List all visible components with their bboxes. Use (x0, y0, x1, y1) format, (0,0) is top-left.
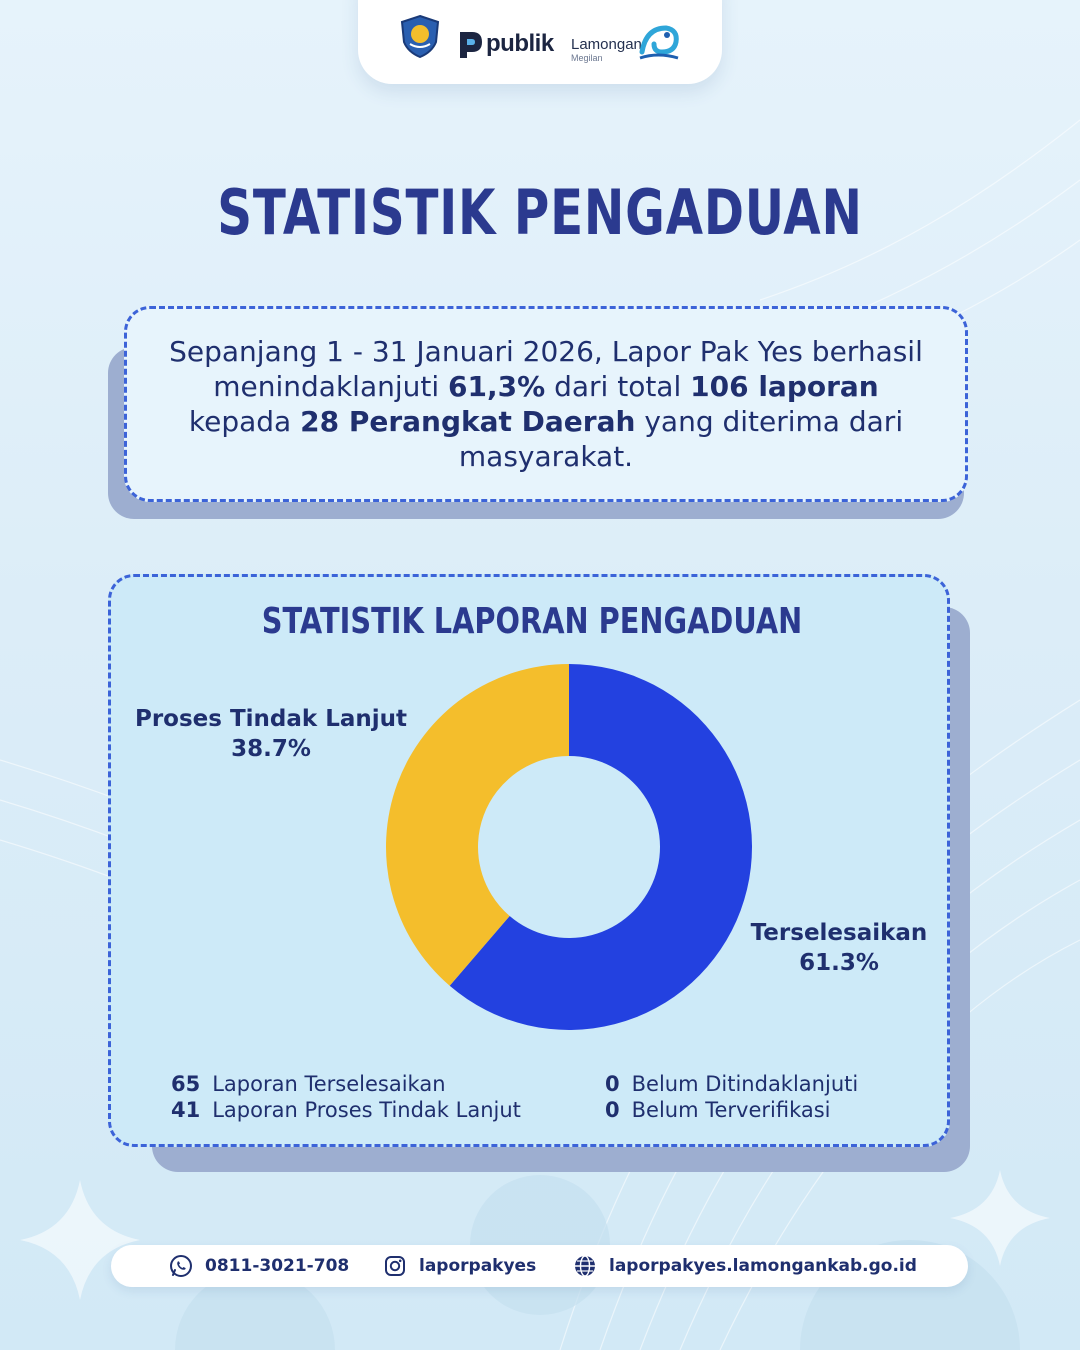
stat-item (605, 1097, 831, 1123)
contact-phone[interactable] (169, 1245, 349, 1287)
summary-text-part: kepada (188, 405, 301, 438)
globe-icon (573, 1254, 597, 1278)
lamongan-logo-text: Lamongan (571, 36, 642, 53)
lamongan-wave-icon (636, 22, 682, 62)
header-logo-bar (358, 0, 722, 84)
summary-text-part: dari total (545, 370, 691, 403)
stat-label: Laporan Terselesaikan (212, 1072, 446, 1096)
slice-percent: 61.3% (799, 950, 879, 976)
stat-label: Belum Ditindaklanjuti (631, 1072, 859, 1096)
summary-text-part: yang diterima dari masyarakat. (458, 405, 904, 473)
summary-agencies: 28 Perangkat Daerah (300, 405, 636, 438)
whatsapp-icon (169, 1254, 193, 1278)
stat-value: 0 (605, 1072, 620, 1096)
slice-label-terselesaikan (739, 918, 939, 978)
contact-website[interactable] (573, 1245, 917, 1287)
stat-label: Laporan Proses Tindak Lanjut (212, 1098, 521, 1122)
page-title: STATISTIK PENGADUAN (217, 176, 863, 249)
stat-item (605, 1071, 858, 1097)
stat-item (171, 1071, 446, 1097)
slice-name: Terselesaikan (750, 920, 928, 946)
slice-percent: 38.7% (231, 736, 311, 762)
instagram-handle: laporpakyes (419, 1256, 537, 1276)
publik-logo-text: publik (486, 30, 554, 57)
website-url: laporpakyes.lamongankab.go.id (609, 1256, 917, 1276)
stat-value: 0 (605, 1098, 620, 1122)
summary-percentage: 61,3% (448, 370, 546, 403)
contact-bar (111, 1245, 968, 1287)
stat-item (171, 1097, 521, 1123)
phone-number: 0811-3021-708 (205, 1256, 350, 1276)
chart-title: STATISTIK LAPORAN PENGADUAN (261, 601, 803, 642)
stats-card (108, 574, 950, 1147)
publik-logo-icon (458, 30, 484, 60)
donut-chart (111, 577, 953, 1150)
contact-instagram[interactable] (383, 1245, 536, 1287)
slice-name: Proses Tindak Lanjut (134, 706, 408, 732)
slice-label-proses (131, 704, 411, 764)
summary-card (124, 306, 968, 502)
summary-text (166, 334, 926, 474)
stat-label: Belum Terverifikasi (631, 1098, 831, 1122)
stat-value: 41 (171, 1098, 201, 1122)
summary-text-part: Sepanjang 1 - 31 Januari 2026, Lapor Pak Yes berhasil menindaklanjuti (169, 335, 923, 403)
megilan-logo-text: Megilan (571, 53, 603, 63)
stat-value: 65 (171, 1072, 201, 1096)
summary-total-reports: 106 laporan (690, 370, 879, 403)
instagram-icon (383, 1254, 407, 1278)
lamongan-crest-icon (398, 14, 442, 58)
